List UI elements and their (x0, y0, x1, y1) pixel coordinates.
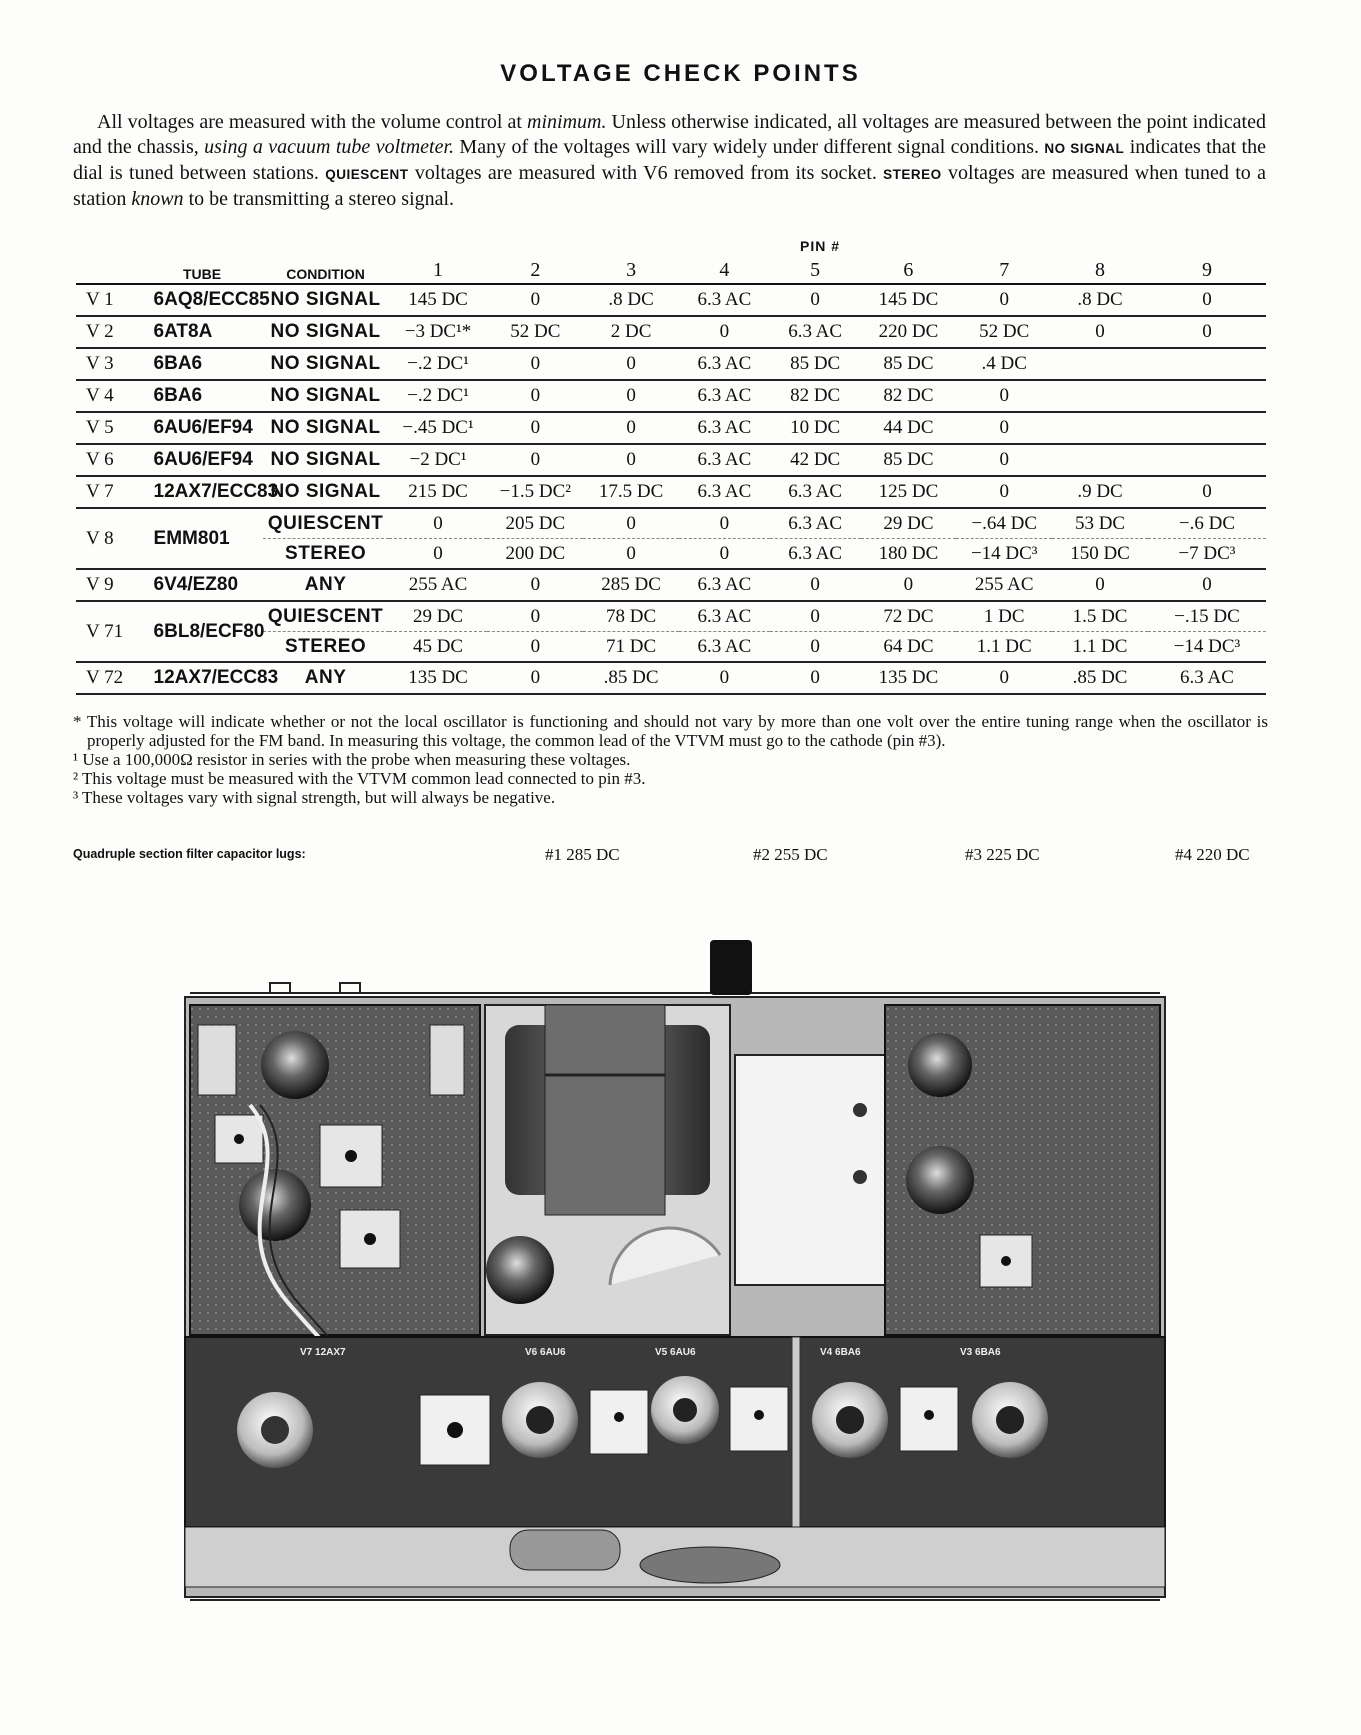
pin-7-voltage: 1.1 DC (956, 632, 1052, 663)
table-row (76, 284, 1266, 316)
pin-5-voltage: 6.3 AC (770, 539, 861, 570)
tube-position: V 1 (76, 284, 142, 316)
pin-4-voltage: 0 (679, 662, 770, 694)
tube-type: 6AQ8/ECC85 (142, 284, 263, 316)
table-row (76, 508, 1266, 539)
tube-position: V 9 (76, 569, 142, 601)
pin-9-voltage (1148, 380, 1266, 412)
pin-3-voltage: 78 DC (583, 601, 679, 632)
pin-1-voltage: −.45 DC¹ (389, 412, 488, 444)
pin-7-voltage: −.64 DC (956, 508, 1052, 539)
chassis-photo (180, 925, 1170, 1615)
keyword-stereo: STEREO (883, 167, 942, 182)
pin-8-voltage: 1.1 DC (1052, 632, 1148, 663)
pin-6-voltage: 44 DC (861, 412, 957, 444)
pin-2-voltage: 0 (487, 662, 583, 694)
tube-type: 6AU6/EF94 (142, 412, 263, 444)
pin-6-voltage: 29 DC (861, 508, 957, 539)
pin-5-voltage: 0 (770, 284, 861, 316)
pin-2-voltage: 0 (487, 380, 583, 412)
lug-1: #1 285 DC (545, 845, 620, 864)
photo-label-v5: V5 6AU6 (655, 1347, 696, 1358)
footnote-3: ³ These voltages vary with signal strength, but will always be negative. (73, 788, 556, 807)
pin-5-voltage: 0 (770, 601, 861, 632)
intro-text: voltages are measured when tuned to a station (73, 162, 1267, 210)
tube-position: V 6 (76, 444, 142, 476)
pin-7-voltage: 1 DC (956, 601, 1052, 632)
table-header-row (76, 256, 1266, 284)
photo-label-v3: V3 6BA6 (960, 1347, 1001, 1358)
table-row (76, 380, 1266, 412)
pin-3-voltage: 0 (583, 412, 679, 444)
tube-type: 12AX7/ECC83 (142, 662, 263, 694)
pin-6-voltage: 85 DC (861, 348, 957, 380)
pin-4-voltage: 0 (679, 508, 770, 539)
tube-type: 6AT8A (142, 316, 263, 348)
tube-position: V 2 (76, 316, 142, 348)
pin-5-voltage: 85 DC (770, 348, 861, 380)
pin-4-voltage: 6.3 AC (679, 380, 770, 412)
page-title: VOLTAGE CHECK POINTS (500, 60, 861, 87)
header-v (76, 256, 142, 284)
pin-9-voltage (1148, 348, 1266, 380)
pin-8-voltage: .9 DC (1052, 476, 1148, 508)
pin-4-voltage: 6.3 AC (679, 348, 770, 380)
pin-8-voltage (1052, 444, 1148, 476)
pin-3-voltage: 0 (583, 508, 679, 539)
pin-8-voltage (1052, 380, 1148, 412)
pin-header: PIN # (799, 238, 840, 254)
pin-3-voltage: 0 (583, 348, 679, 380)
header-pin-9: 9 (1148, 256, 1266, 284)
header-pin-7: 7 (956, 256, 1052, 284)
pin-9-voltage: 0 (1148, 569, 1266, 601)
pin-7-voltage: 0 (956, 476, 1052, 508)
pin-3-voltage: 285 DC (583, 569, 679, 601)
pin-4-voltage: 6.3 AC (679, 632, 770, 663)
pin-5-voltage: 6.3 AC (770, 316, 861, 348)
pin-1-voltage: 135 DC (389, 662, 488, 694)
header-pin-3: 3 (583, 256, 679, 284)
pin-4-voltage: 6.3 AC (679, 569, 770, 601)
tube-type: 6V4/EZ80 (142, 569, 263, 601)
pin-4-voltage: 6.3 AC (679, 601, 770, 632)
pin-9-voltage: 0 (1148, 284, 1266, 316)
pin-5-voltage: 0 (770, 662, 861, 694)
pin-1-voltage: 0 (389, 539, 488, 570)
pin-6-voltage: 72 DC (861, 601, 957, 632)
photo-label-v4: V4 6BA6 (820, 1347, 861, 1358)
pin-2-voltage: 200 DC (487, 539, 583, 570)
condition: NO SIGNAL (263, 316, 389, 348)
pin-5-voltage: 6.3 AC (770, 476, 861, 508)
photo-label-v6: V6 6AU6 (525, 1347, 566, 1358)
intro-paragraph (73, 110, 1266, 212)
pin-6-voltage: 145 DC (861, 284, 957, 316)
pin-9-voltage: −14 DC³ (1148, 632, 1266, 663)
pin-1-voltage: −2 DC¹ (389, 444, 488, 476)
pin-6-voltage: 82 DC (861, 380, 957, 412)
pin-3-voltage: 17.5 DC (583, 476, 679, 508)
header-tube: TUBE (142, 256, 263, 284)
table-row (76, 569, 1266, 601)
intro-text: Unless otherwise indicated, all voltages are measured between the point indicated and the chassis, (73, 111, 1266, 158)
header-pin-1: 1 (389, 256, 488, 284)
pin-6-voltage: 0 (861, 569, 957, 601)
tube-type: 6BA6 (142, 380, 263, 412)
pin-2-voltage: 0 (487, 632, 583, 663)
table-row (76, 348, 1266, 380)
pin-5-voltage: 6.3 AC (770, 508, 861, 539)
header-pin-6: 6 (861, 256, 957, 284)
pin-2-voltage: 0 (487, 348, 583, 380)
pin-7-voltage: 52 DC (956, 316, 1052, 348)
pin-2-voltage: 0 (487, 284, 583, 316)
intro-text: All voltages are measured with the volume control at (97, 111, 528, 133)
pin-1-voltage: 145 DC (389, 284, 488, 316)
pin-8-voltage: 0 (1052, 316, 1148, 348)
table-row (76, 412, 1266, 444)
condition: NO SIGNAL (263, 284, 389, 316)
pin-7-voltage: 0 (956, 412, 1052, 444)
pin-1-voltage: 0 (389, 508, 488, 539)
header-pin-2: 2 (487, 256, 583, 284)
pin-6-voltage: 125 DC (861, 476, 957, 508)
intro-emphasis: known (131, 188, 184, 210)
pin-1-voltage: 29 DC (389, 601, 488, 632)
pin-1-voltage: 215 DC (389, 476, 488, 508)
pin-8-voltage: 0 (1052, 569, 1148, 601)
tube-type: 6AU6/EF94 (142, 444, 263, 476)
condition: QUIESCENT (263, 601, 389, 632)
pin-2-voltage: 0 (487, 601, 583, 632)
pin-1-voltage: −.2 DC¹ (389, 348, 488, 380)
table-row (76, 444, 1266, 476)
pin-9-voltage: 0 (1148, 476, 1266, 508)
condition: NO SIGNAL (263, 412, 389, 444)
tube-position: V 4 (76, 380, 142, 412)
pin-5-voltage: 0 (770, 632, 861, 663)
pin-7-voltage: 255 AC (956, 569, 1052, 601)
tube-position: V 7 (76, 476, 142, 508)
tube-type: EMM801 (142, 508, 263, 569)
table-row (76, 476, 1266, 508)
pin-1-voltage: −.2 DC¹ (389, 380, 488, 412)
pin-8-voltage: .8 DC (1052, 284, 1148, 316)
intro-emphasis: using a vacuum tube voltmeter. (204, 136, 455, 158)
pin-9-voltage: 6.3 AC (1148, 662, 1266, 694)
tube-position: V 3 (76, 348, 142, 380)
pin-7-voltage: −14 DC³ (956, 539, 1052, 570)
filter-capacitor-lugs (73, 845, 1268, 869)
pin-5-voltage: 0 (770, 569, 861, 601)
footnotes (73, 712, 1268, 807)
condition: ANY (263, 662, 389, 694)
pin-2-voltage: 205 DC (487, 508, 583, 539)
table-row (76, 316, 1266, 348)
pin-8-voltage: .85 DC (1052, 662, 1148, 694)
condition: NO SIGNAL (263, 444, 389, 476)
lug-2: #2 255 DC (753, 845, 828, 864)
lug-4: #4 220 DC (1175, 845, 1250, 864)
header-pin-8: 8 (1052, 256, 1148, 284)
pin-3-voltage: 2 DC (583, 316, 679, 348)
intro-text: indicates that the dial is tuned between stations. (73, 136, 1266, 184)
pin-6-voltage: 180 DC (861, 539, 957, 570)
pin-3-voltage: 0 (583, 444, 679, 476)
pin-3-voltage: 71 DC (583, 632, 679, 663)
condition: STEREO (263, 632, 389, 663)
pin-4-voltage: 0 (679, 539, 770, 570)
pin-4-voltage: 6.3 AC (679, 444, 770, 476)
voltage-table (76, 256, 1266, 695)
pin-1-voltage: −3 DC¹* (389, 316, 488, 348)
tube-position: V 5 (76, 412, 142, 444)
condition: ANY (263, 569, 389, 601)
pin-3-voltage: .8 DC (583, 284, 679, 316)
pin-6-voltage: 135 DC (861, 662, 957, 694)
pin-7-voltage: 0 (956, 284, 1052, 316)
pin-2-voltage: 52 DC (487, 316, 583, 348)
intro-text: to be transmitting a stereo signal. (183, 188, 455, 210)
condition: NO SIGNAL (263, 380, 389, 412)
pin-1-voltage: 45 DC (389, 632, 488, 663)
table-row (76, 601, 1266, 632)
pin-2-voltage: 0 (487, 569, 583, 601)
condition: QUIESCENT (263, 508, 389, 539)
pin-6-voltage: 85 DC (861, 444, 957, 476)
condition: NO SIGNAL (263, 348, 389, 380)
pin-3-voltage: 0 (583, 380, 679, 412)
condition: STEREO (263, 539, 389, 570)
tube-position: V 8 (76, 508, 142, 569)
pin-4-voltage: 0 (679, 316, 770, 348)
pin-2-voltage: −1.5 DC² (487, 476, 583, 508)
header-condition: CONDITION (263, 256, 389, 284)
keyword-no-signal: NO SIGNAL (1044, 141, 1125, 156)
table-row (76, 662, 1266, 694)
pin-2-voltage: 0 (487, 412, 583, 444)
lug-3: #3 225 DC (965, 845, 1040, 864)
photo-label-v7: V7 12AX7 (300, 1347, 346, 1358)
intro-emphasis: minimum. (527, 111, 607, 133)
intro-text: Many of the voltages will vary widely under different signal conditions. (454, 136, 1045, 158)
condition: NO SIGNAL (263, 476, 389, 508)
pin-9-voltage: −.6 DC (1148, 508, 1266, 539)
pin-7-voltage: 0 (956, 662, 1052, 694)
pin-8-voltage (1052, 348, 1148, 380)
pin-5-voltage: 82 DC (770, 380, 861, 412)
pin-5-voltage: 10 DC (770, 412, 861, 444)
pin-8-voltage: 53 DC (1052, 508, 1148, 539)
pin-3-voltage: 0 (583, 539, 679, 570)
tube-type: 6BA6 (142, 348, 263, 380)
pin-6-voltage: 64 DC (861, 632, 957, 663)
pin-1-voltage: 255 AC (389, 569, 488, 601)
pin-8-voltage: 1.5 DC (1052, 601, 1148, 632)
intro-text: voltages are measured with V6 removed from its socket. (408, 162, 884, 184)
keyword-quiescent: QUIESCENT (325, 167, 409, 182)
pin-4-voltage: 6.3 AC (679, 412, 770, 444)
pin-7-voltage: 0 (956, 380, 1052, 412)
tube-position: V 72 (76, 662, 142, 694)
pin-6-voltage: 220 DC (861, 316, 957, 348)
table-body (76, 284, 1266, 694)
pin-9-voltage (1148, 444, 1266, 476)
pin-4-voltage: 6.3 AC (679, 284, 770, 316)
header-pin-4: 4 (679, 256, 770, 284)
tube-position: V 71 (76, 601, 142, 662)
pin-9-voltage: −.15 DC (1148, 601, 1266, 632)
footnote-star: * This voltage will indicate whether or not the local oscillator is functioning and should not vary by more than one volt over the entire tuning range when the oscillator is properly adjusted for the FM band. In measuring this voltage, the common lead of the VTVM must go to the cathode (pin #3). (73, 712, 1268, 750)
header-pin-5: 5 (770, 256, 861, 284)
footnote-2: ² This voltage must be measured with the VTVM common lead connected to pin #3. (73, 769, 646, 788)
tube-type: 6BL8/ECF80 (142, 601, 263, 662)
tube-type: 12AX7/ECC83 (142, 476, 263, 508)
lugs-label: Quadruple section filter capacitor lugs: (73, 847, 306, 861)
pin-5-voltage: 42 DC (770, 444, 861, 476)
pin-4-voltage: 6.3 AC (679, 476, 770, 508)
pin-9-voltage (1148, 412, 1266, 444)
pin-7-voltage: .4 DC (956, 348, 1052, 380)
pin-9-voltage: 0 (1148, 316, 1266, 348)
pin-3-voltage: .85 DC (583, 662, 679, 694)
pin-8-voltage (1052, 412, 1148, 444)
footnote-1: ¹ Use a 100,000Ω resistor in series with the probe when measuring these voltages. (73, 750, 631, 769)
pin-8-voltage: 150 DC (1052, 539, 1148, 570)
pin-2-voltage: 0 (487, 444, 583, 476)
pin-9-voltage: −7 DC³ (1148, 539, 1266, 570)
pin-7-voltage: 0 (956, 444, 1052, 476)
